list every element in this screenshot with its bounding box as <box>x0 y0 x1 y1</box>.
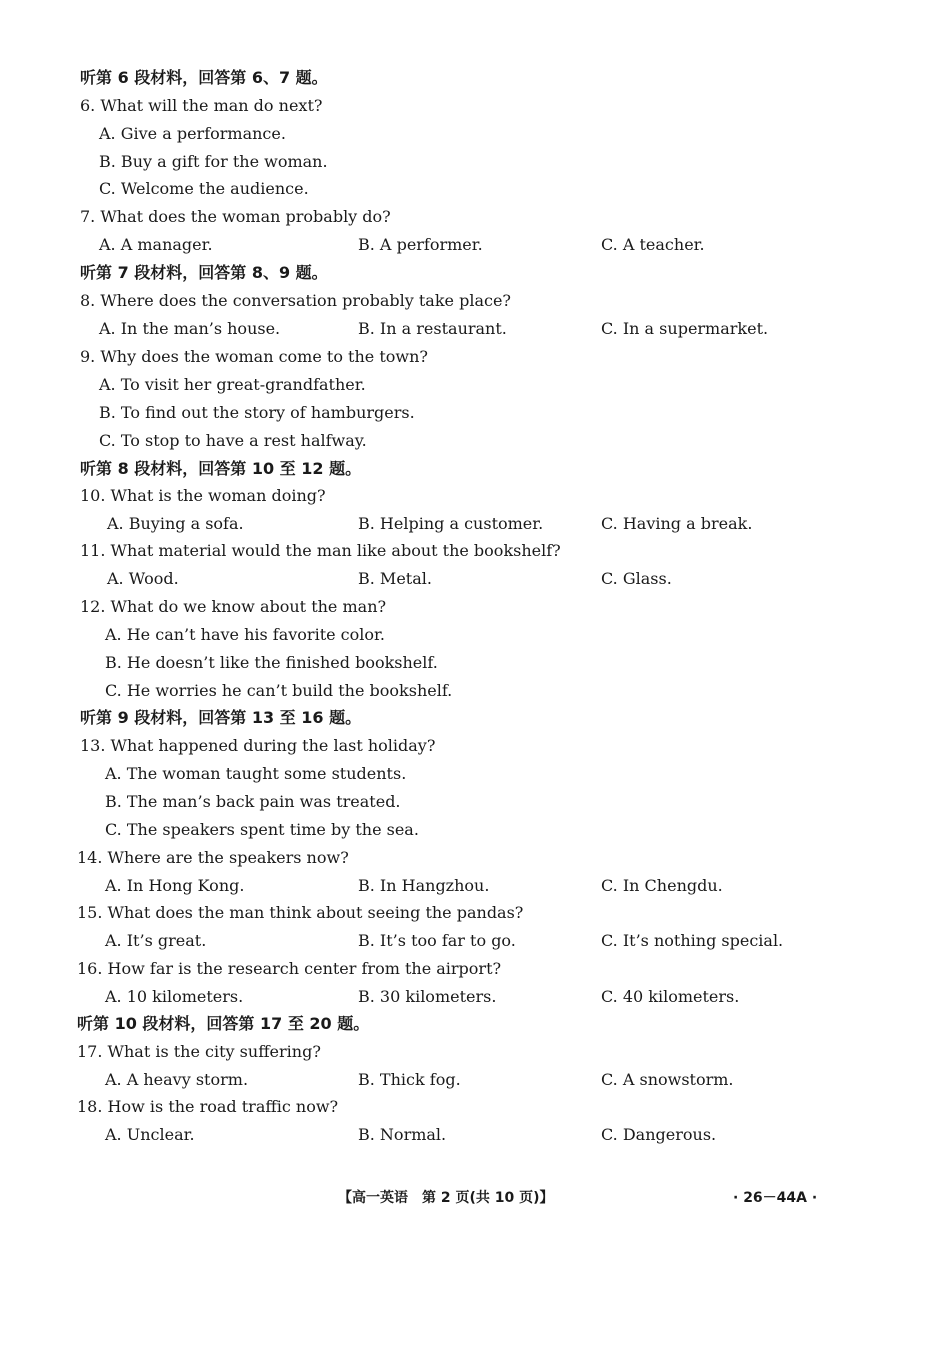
option-a: A. He can’t have his favorite color. <box>105 625 385 644</box>
question-stem: 8. Where does the conversation probably take place? <box>80 291 511 310</box>
option-a: A. Unclear. <box>105 1125 195 1144</box>
question-stem: 10. What is the woman doing? <box>80 486 326 505</box>
option-c: C. Having a break. <box>601 514 753 533</box>
option-c: C. Glass. <box>601 569 672 588</box>
question-stem: 9. Why does the woman come to the town? <box>80 347 428 366</box>
option-c: C. A snowstorm. <box>601 1070 734 1089</box>
section-heading: 听第 10 段材料，回答第 17 至 20 题。 <box>77 1014 370 1033</box>
option-b: B. It’s too far to go. <box>358 931 516 950</box>
option-a: A. A heavy storm. <box>105 1070 249 1089</box>
option-a: A. Wood. <box>107 569 179 588</box>
option-a: A. 10 kilometers. <box>105 987 244 1006</box>
question-stem: 13. What happened during the last holiday? <box>80 736 436 755</box>
option-b: B. A performer. <box>358 235 483 254</box>
option-b: B. Buy a gift for the woman. <box>99 152 328 171</box>
option-c: C. It’s nothing special. <box>601 931 784 950</box>
option-c: C. Welcome the audience. <box>99 179 309 198</box>
option-a: A. To visit her great-grandfather. <box>99 375 366 394</box>
option-c: C. In a supermarket. <box>601 319 769 338</box>
option-b: B. In Hangzhou. <box>358 876 490 895</box>
option-c: C. In Chengdu. <box>601 876 723 895</box>
option-a: A. In Hong Kong. <box>105 876 245 895</box>
question-stem: 15. What does the man think about seeing the pandas? <box>77 903 524 922</box>
section-heading: 听第 8 段材料，回答第 10 至 12 题。 <box>80 459 362 478</box>
option-c: C. Dangerous. <box>601 1125 717 1144</box>
question-stem: 17. What is the city suffering? <box>77 1042 321 1061</box>
page-footer-code: · 26－44A · <box>733 1190 818 1206</box>
option-b: B. In a restaurant. <box>358 319 507 338</box>
question-stem: 11. What material would the man like about the bookshelf? <box>80 541 561 560</box>
option-a: A. A manager. <box>99 235 213 254</box>
option-b: B. 30 kilometers. <box>358 987 497 1006</box>
option-b: B. To find out the story of hamburgers. <box>99 403 415 422</box>
option-a: A. It’s great. <box>105 931 207 950</box>
question-stem: 7. What does the woman probably do? <box>80 207 391 226</box>
option-c: C. 40 kilometers. <box>601 987 740 1006</box>
section-heading: 听第 7 段材料，回答第 8、9 题。 <box>80 263 328 282</box>
option-c: C. To stop to have a rest halfway. <box>99 431 367 450</box>
question-stem: 14. Where are the speakers now? <box>77 848 349 867</box>
option-b: B. Metal. <box>358 569 432 588</box>
question-stem: 12. What do we know about the man? <box>80 597 387 616</box>
section-heading: 听第 6 段材料，回答第 6、7 题。 <box>80 68 328 87</box>
option-b: B. The man’s back pain was treated. <box>105 792 401 811</box>
option-b: B. Helping a customer. <box>358 514 544 533</box>
option-a: A. Buying a sofa. <box>107 514 244 533</box>
option-a: A. The woman taught some students. <box>105 764 407 783</box>
option-a: A. Give a performance. <box>99 124 286 143</box>
option-b: B. Thick fog. <box>358 1070 461 1089</box>
question-stem: 6. What will the man do next? <box>80 96 323 115</box>
page-footer-title: 【高一英语 第 2 页(共 10 页)】 <box>338 1190 554 1206</box>
question-stem: 16. How far is the research center from the airport? <box>77 959 502 978</box>
question-stem: 18. How is the road traffic now? <box>77 1097 339 1116</box>
option-a: A. In the man’s house. <box>99 319 281 338</box>
section-heading: 听第 9 段材料，回答第 13 至 16 题。 <box>80 708 362 727</box>
option-b: B. Normal. <box>358 1125 447 1144</box>
option-b: B. He doesn’t like the finished bookshelf. <box>105 653 438 672</box>
option-c: C. A teacher. <box>601 235 705 254</box>
option-c: C. He worries he can’t build the bookshelf. <box>105 681 453 700</box>
option-c: C. The speakers spent time by the sea. <box>105 820 419 839</box>
